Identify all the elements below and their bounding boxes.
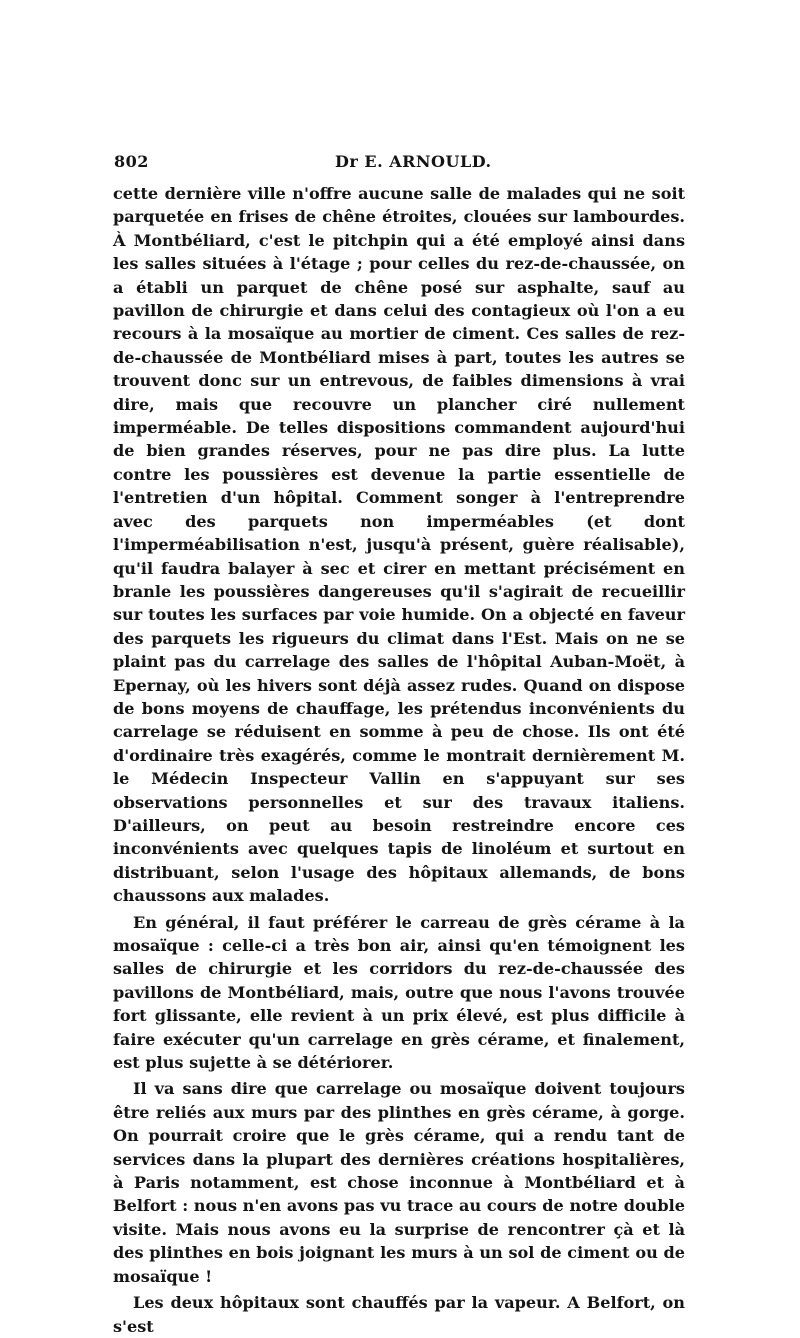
page-number: 802 <box>114 152 149 171</box>
paragraph-plinthes: Il va sans dire que carrelage ou mosaïque doivent toujours être reliés aux murs par des plinthes en grès cérame, à gorge. On pourrait croire que le grès cérame, qui a rendu tant de services dans la plupart des dernières créations hospitalières, à Paris notamment, est chose inconnue à Montbéliard et à Belfort : nous n'en avons pas vu trace au cours de notre double visite. Mais nous avons eu la surprise de rencontrer çà et là des plinthes en bois joignant les murs à un sol de ciment ou de mosaïque ! <box>113 1079 685 1286</box>
body-text <box>113 182 685 1338</box>
paragraph-gres-cerame: En général, il faut préférer le carreau de grès cérame à la mosaïque : celle-ci a très bon air, ainsi qu'en témoignent les salles de chirurgie et les corridors du rez-de-chaussée des pavillons de Montbéliard, mais, outre que nous l'avons trouvée fort glissante, elle revient à un prix élevé, est plus difficile à faire exécuter qu'un carrelage en grès cérame, et finalement, est plus sujette à se détériorer. <box>113 912 685 1073</box>
book-page <box>113 150 685 1338</box>
paragraph-chauffage: Les deux hôpitaux sont chauffés par la vapeur. A Belfort, on s'est <box>113 1293 685 1336</box>
running-head-author: Dr E. ARNOULD. <box>335 152 492 171</box>
paragraph-continued: cette dernière ville n'offre aucune salle de malades qui ne soit parquetée en frises de chêne étroites, clouées sur lambourdes. À Montbéliard, c'est le pitchpin qui a été employé ainsi dans les salles situées à l'étage ; pour celles du rez-de-chaussée, on a établi un parquet de chêne posé sur asphalte, sauf au pavillon de chirurgie et dans celui des contagieux où l'on a eu recours à la mosaïque au mortier de ciment. Ces salles de rez-de-chaussée de Montbéliard mises à part, toutes les autres se trouvent donc sur un entrevous, de faibles dimensions à vrai dire, mais que recouvre un plancher ciré nullement imperméable. De telles dispositions commandent aujourd'hui de bien grandes réserves, pour ne pas dire plus. La lutte contre les poussières est devenue la partie essentielle de l'entretien d'un hôpital. Comment songer à l'entreprendre avec des parquets non imperméables (et dont l'imperméabilisation n'est, jusqu'à présent, guère réalisable), qu'il faudra balayer à sec et cirer en mettant précisément en branle les poussières dangereuses qu'il s'agirait de recueillir sur toutes les surfaces par voie humide. On a objecté en faveur des parquets les rigueurs du climat dans l'Est. Mais on ne se plaint pas du carrelage des salles de l'hôpital Auban-Moët, à Epernay, où les hivers sont déjà assez rudes. Quand on dispose de bons moyens de chauffage, les prétendus inconvénients du carrelage se réduisent en somme à peu de chose. Ils ont été d'ordinaire très exagérés, comme le montrait dernièrement M. le Médecin Inspecteur Vallin en s'appuyant sur ses observations personnelles et sur des travaux italiens. D'ailleurs, on peut au besoin restreindre encore ces inconvénients avec quelques tapis de linoléum et surtout en distribuant, selon l'usage des hôpitaux allemands, de bons chaussons aux malades. <box>113 184 685 906</box>
running-header <box>113 150 685 176</box>
